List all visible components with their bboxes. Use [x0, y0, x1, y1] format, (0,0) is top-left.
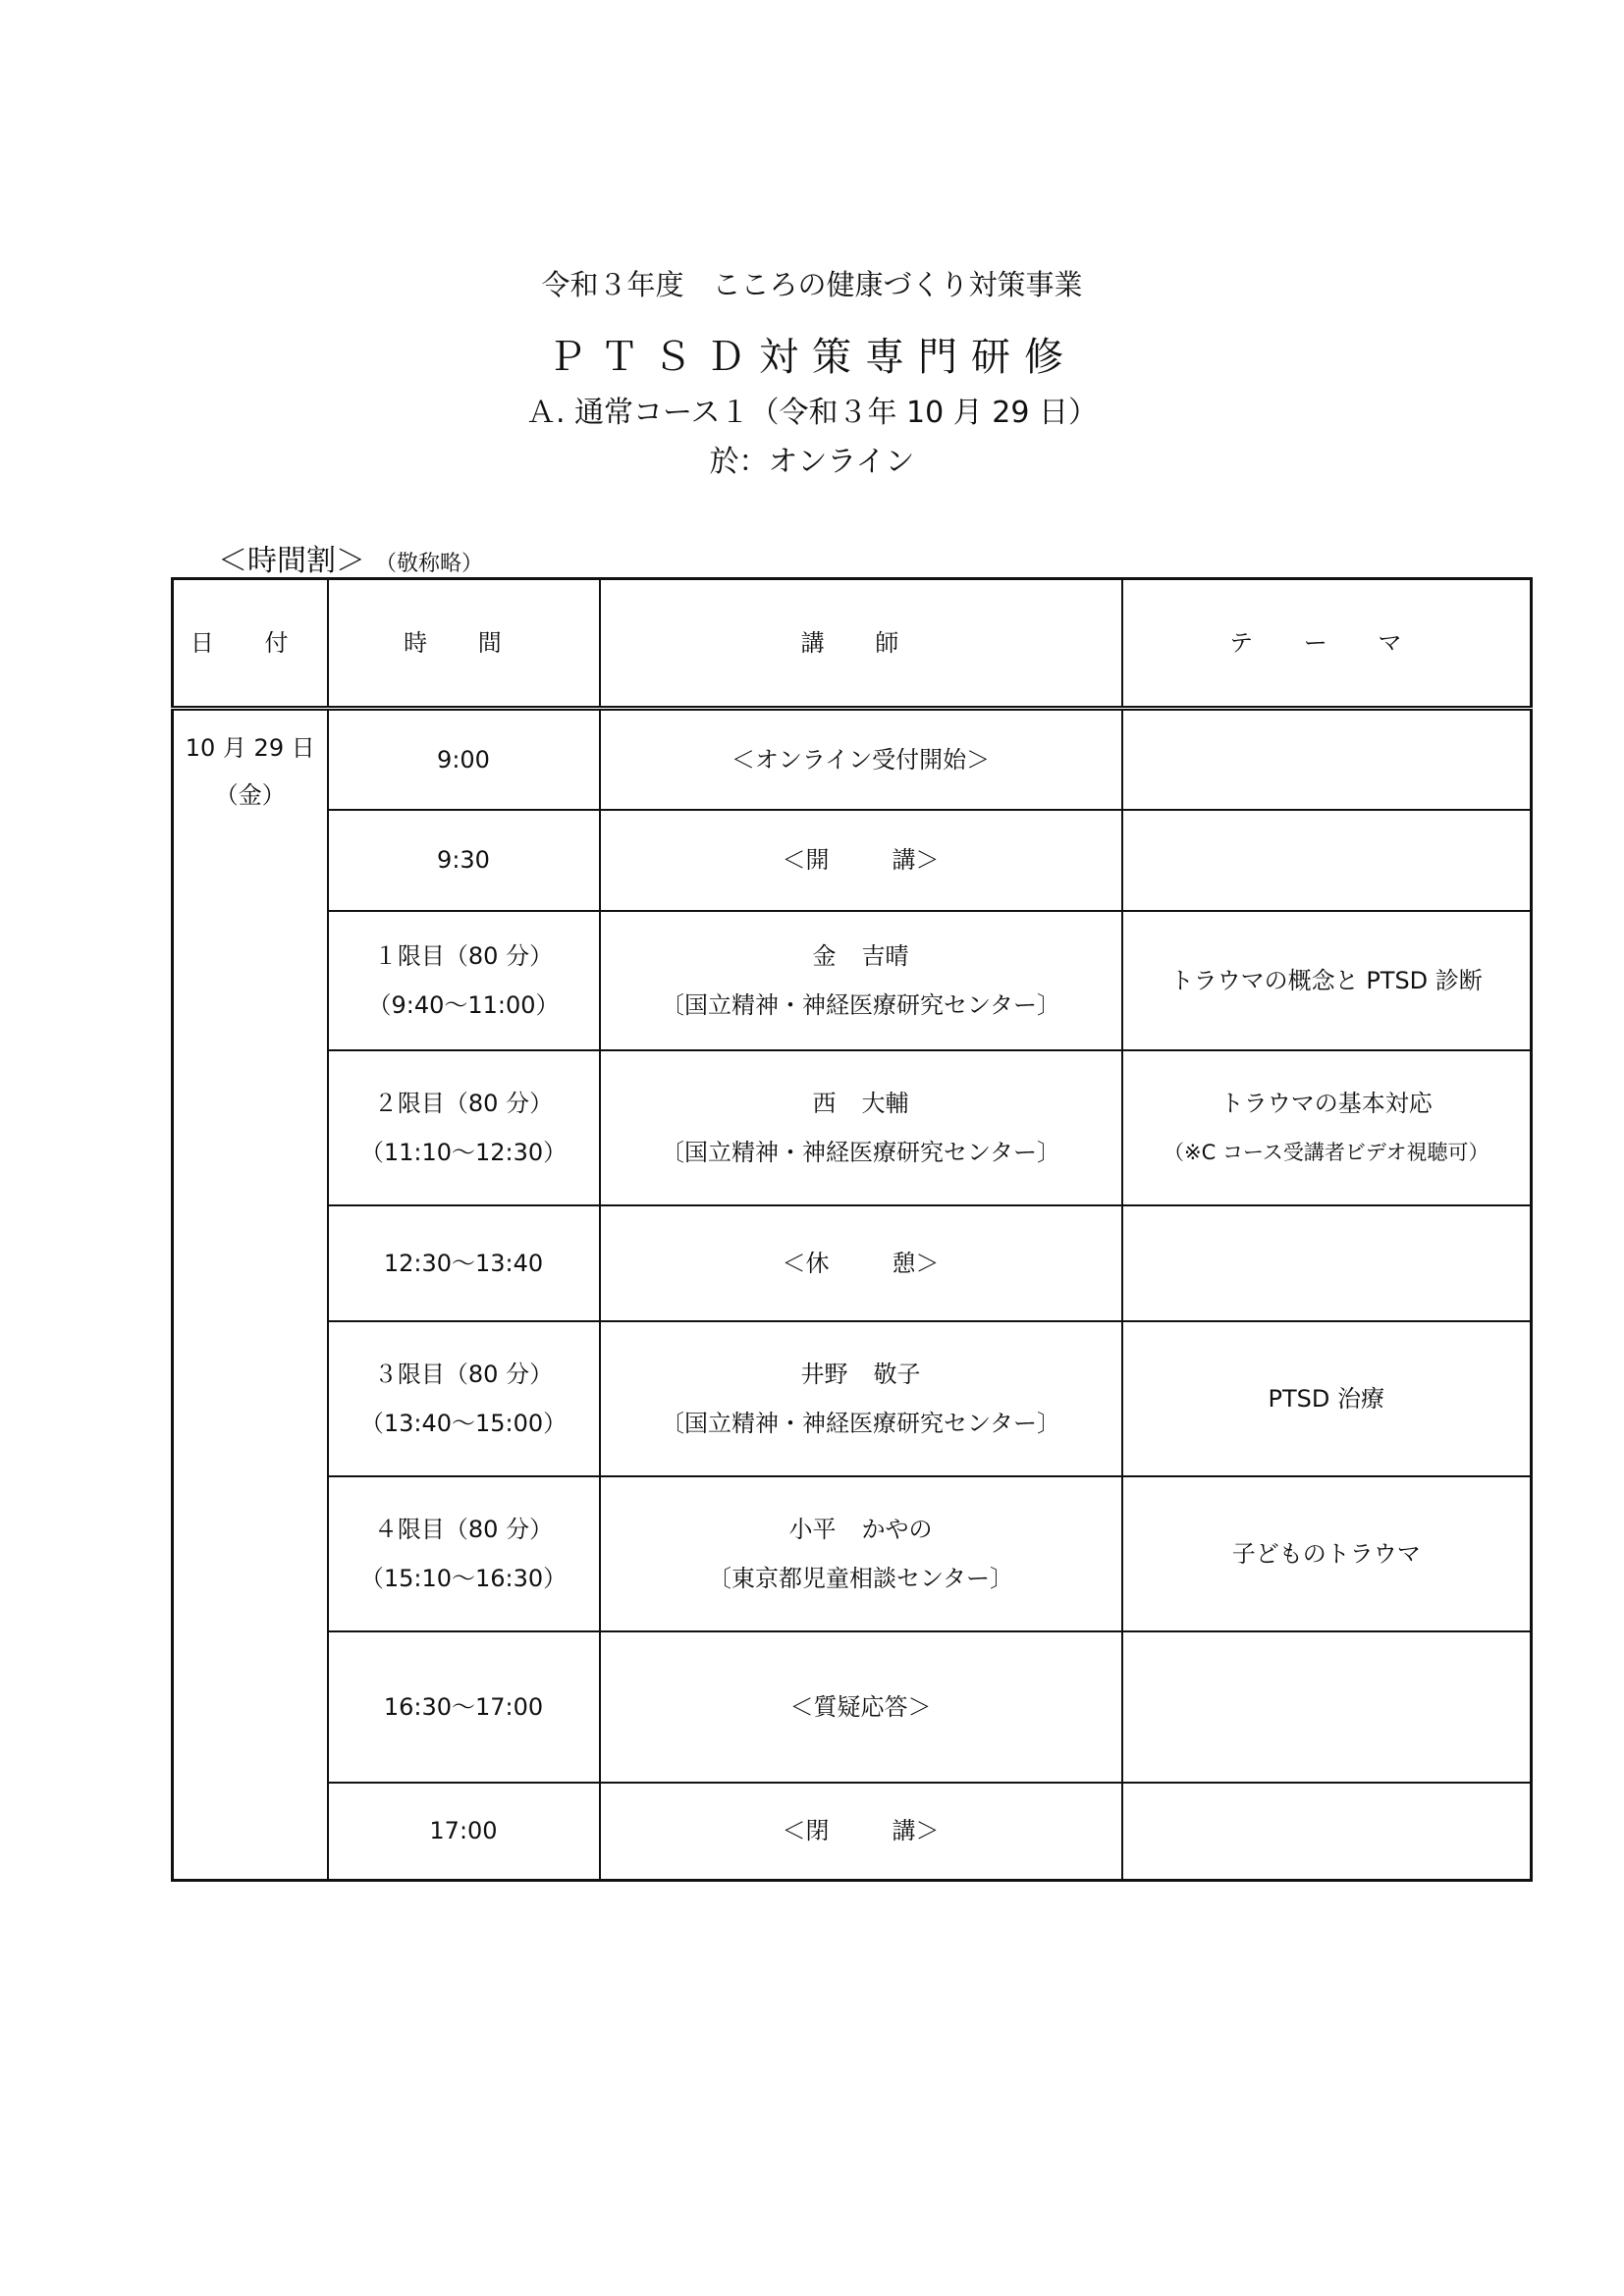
lecturer-given-name: 吉晴 [861, 941, 909, 970]
theme-cell [1122, 1050, 1532, 1205]
header-date: 日 付 [173, 579, 328, 709]
period-time: （9:40～11:00） [367, 990, 560, 1019]
timetable-heading [218, 536, 483, 579]
timetable-note: （敬称略） [375, 552, 484, 576]
lecturer-cell [600, 911, 1122, 1050]
period-label: １限目（80 分） [373, 941, 554, 970]
header-theme: テ ー マ [1122, 579, 1532, 709]
period-label: ２限目（80 分） [373, 1089, 554, 1117]
lecturer-affiliation: 〔国立精神・神経医療研究センター〕 [660, 1138, 1061, 1166]
event-label-start: ＜休 [782, 1249, 830, 1277]
table-row [173, 1205, 1532, 1321]
lecturer-given-name: 大輔 [861, 1089, 909, 1117]
weekday-line: （金） [214, 781, 286, 809]
lecturer-surname: 西 [812, 1089, 837, 1117]
table-row [173, 911, 1532, 1050]
theme-text: トラウマの基本対応 [1219, 1089, 1433, 1117]
period-label: ３限目（80 分） [373, 1360, 554, 1388]
event-label-start: ＜開 [782, 846, 830, 874]
lecturer-cell [600, 1050, 1122, 1205]
theme-note: （※C コース受講者ビデオ視聴可） [1164, 1140, 1489, 1164]
event-label-start: ＜閉 [782, 1817, 830, 1845]
theme-cell [1122, 911, 1532, 1050]
lecturer-affiliation: 〔国立精神・神経医療研究センター〕 [660, 1409, 1061, 1437]
theme-cell [1122, 709, 1532, 810]
period-label: ４限目（80 分） [373, 1515, 554, 1543]
time-cell [328, 911, 600, 1050]
time-text: 9:00 [437, 745, 490, 774]
lecturer-cell [600, 1476, 1122, 1631]
time-cell [328, 1476, 600, 1631]
event-label-end: 講＞ [892, 1817, 940, 1845]
timetable-title: ＜時間割＞ [218, 544, 365, 578]
header-lecturer: 講 師 [600, 579, 1122, 709]
theme-cell [1122, 1783, 1532, 1881]
theme-cell [1122, 1205, 1532, 1321]
time-text: 17:00 [429, 1817, 498, 1845]
lecturer-cell [600, 1321, 1122, 1476]
lecturer-affiliation: 〔国立精神・神経医療研究センター〕 [660, 990, 1061, 1019]
event-label: ＜質疑応答＞ [789, 1692, 932, 1721]
period-time: （11:10～12:30） [359, 1138, 568, 1166]
lecturer-cell [600, 709, 1122, 810]
event-label-end: 憩＞ [892, 1249, 940, 1277]
table-row [173, 1050, 1532, 1205]
lecturer-given-name: 敬子 [873, 1360, 921, 1388]
time-text: 12:30～13:40 [383, 1249, 544, 1277]
table-row [173, 1476, 1532, 1631]
venue-info: 於：オンライン [709, 445, 915, 479]
time-cell [328, 709, 600, 810]
theme-cell [1122, 1631, 1532, 1783]
header-time: 時 間 [328, 579, 600, 709]
theme-text: 子どものトラウマ [1231, 1539, 1421, 1568]
time-cell [328, 810, 600, 911]
lecturer-surname: 小平 [788, 1515, 837, 1543]
time-cell [328, 1205, 600, 1321]
time-cell [328, 1050, 600, 1205]
time-cell [328, 1321, 600, 1476]
schedule-table [171, 577, 1533, 1882]
lecturer-cell [600, 810, 1122, 911]
theme-cell [1122, 810, 1532, 911]
table-row [173, 810, 1532, 911]
lecturer-cell [600, 1205, 1122, 1321]
theme-cell [1122, 1476, 1532, 1631]
lecturer-given-name: かやの [861, 1515, 933, 1543]
lecturer-surname: 井野 [800, 1360, 848, 1388]
table-row [173, 709, 1532, 810]
time-text: 16:30～17:00 [383, 1692, 544, 1721]
period-time: （13:40～15:00） [359, 1409, 568, 1437]
time-text: 9:30 [437, 846, 490, 874]
page-title: ＰＴＳＤ対策専門研修 [547, 335, 1077, 380]
period-time: （15:10～16:30） [359, 1564, 568, 1592]
course-info: Ａ. 通常コース１（令和３年 10 月 29 日） [525, 396, 1099, 430]
theme-cell [1122, 1321, 1532, 1476]
date-line: 10 月 29 日 [185, 734, 315, 762]
theme-text: PTSD 治療 [1268, 1384, 1384, 1413]
table-row [173, 1631, 1532, 1783]
date-cell [173, 709, 328, 1881]
event-label-end: 講＞ [892, 846, 940, 874]
header-line-1: 令和３年度 こころの健康づくり対策事業 [541, 268, 1083, 301]
table-header-row [173, 579, 1532, 709]
lecturer-surname: 金 [812, 941, 837, 970]
event-label: ＜オンライン受付開始＞ [731, 745, 991, 774]
lecturer-cell [600, 1783, 1122, 1881]
theme-text: トラウマの概念と PTSD 診断 [1169, 966, 1483, 994]
table-row [173, 1783, 1532, 1881]
table-row [173, 1321, 1532, 1476]
time-cell [328, 1783, 600, 1881]
lecturer-affiliation: 〔東京都児童相談センター〕 [707, 1564, 1014, 1592]
time-cell [328, 1631, 600, 1783]
lecturer-cell [600, 1631, 1122, 1783]
